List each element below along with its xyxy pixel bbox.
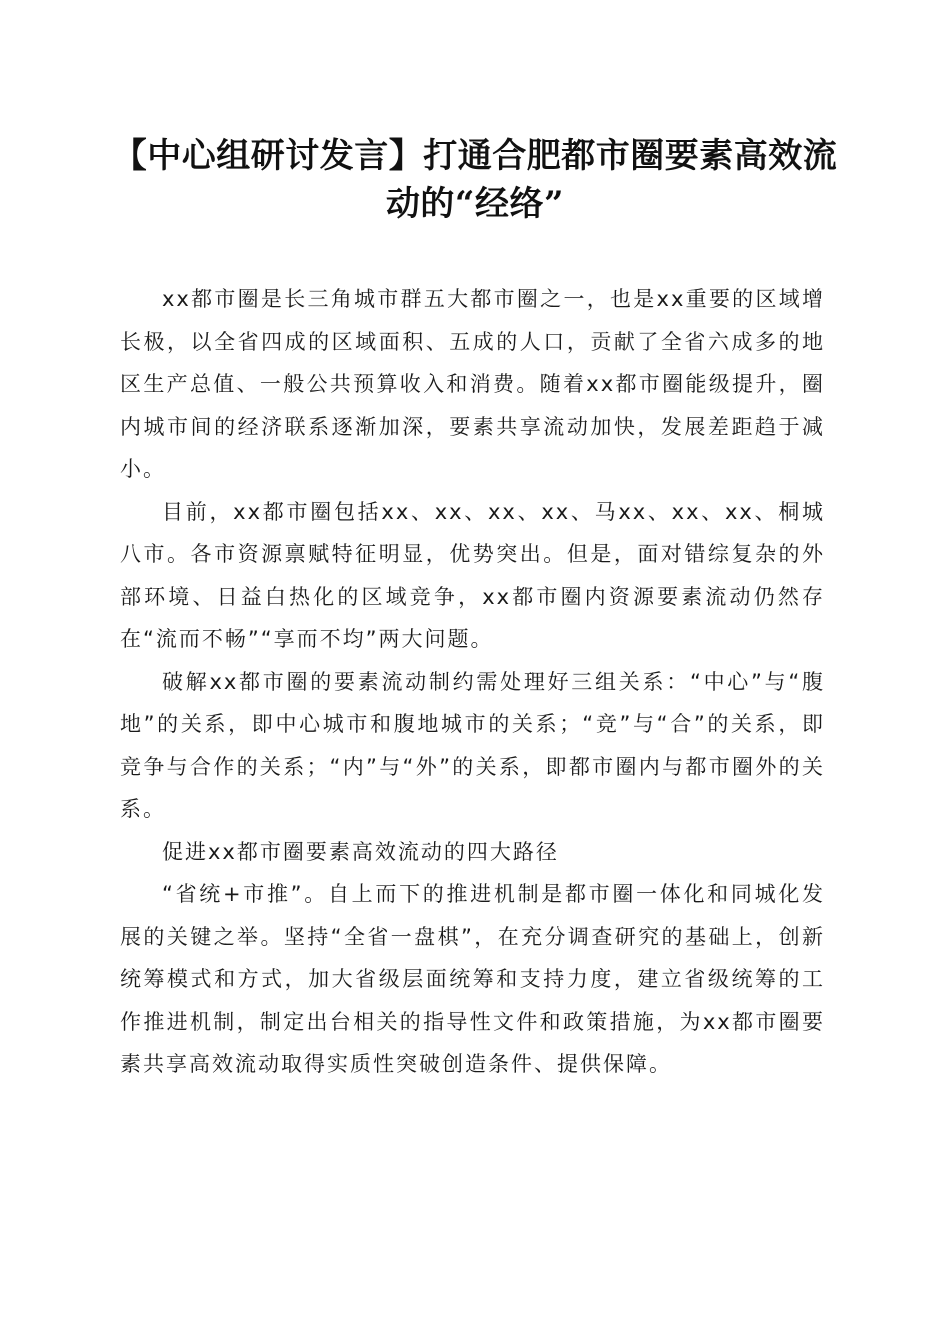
- paragraph: 破解xx都市圈的要素流动制约需处理好三组关系：“中心”与“腹地”的关系，即中心城市和腹地城市的关系；“竞”与“合”的关系，即竞争与合作的关系；“内”与“外”的关系，即都市圈内与都市圈外的关系。: [120, 669, 825, 821]
- section-heading: 促进xx都市圈要素高效流动的四大路径: [162, 839, 559, 864]
- paragraph: “省统+市推”。自上而下的推进机制是都市圈一体化和同城化发展的关键之举。坚持“全省一盘棋”，在充分调查研究的基础上，创新统筹模式和方式，加大省级层面统筹和支持力度，建立省级统筹的工作推进机制，制定出台相关的指导性文件和政策措施，为xx都市圈要素共享高效流动取得实质性突破创造条件、提供保障。: [120, 882, 825, 1076]
- paragraph: 目前，xx都市圈包括xx、xx、xx、xx、马xx、xx、xx、桐城八市。各市资源禀赋特征明显，优势突出。但是，面对错综复杂的外部环境、日益白热化的区域竞争，xx都市圈内资源要素流动仍然存在“流而不畅”“享而不均”两大问题。: [120, 499, 825, 651]
- document-title: 【中心组研讨发言】打通合肥都市圈要素高效流动的“经络”: [112, 136, 838, 224]
- document-body: [120, 278, 825, 1086]
- paragraph: xx都市圈是长三角城市群五大都市圈之一，也是xx重要的区域增长极，以全省四成的区域面积、五成的人口，贡献了全省六成多的地区生产总值、一般公共预算收入和消费。随着xx都市圈能级提升，圈内城市间的经济联系逐渐加深，要素共享流动加快，发展差距趋于减小。: [120, 287, 825, 481]
